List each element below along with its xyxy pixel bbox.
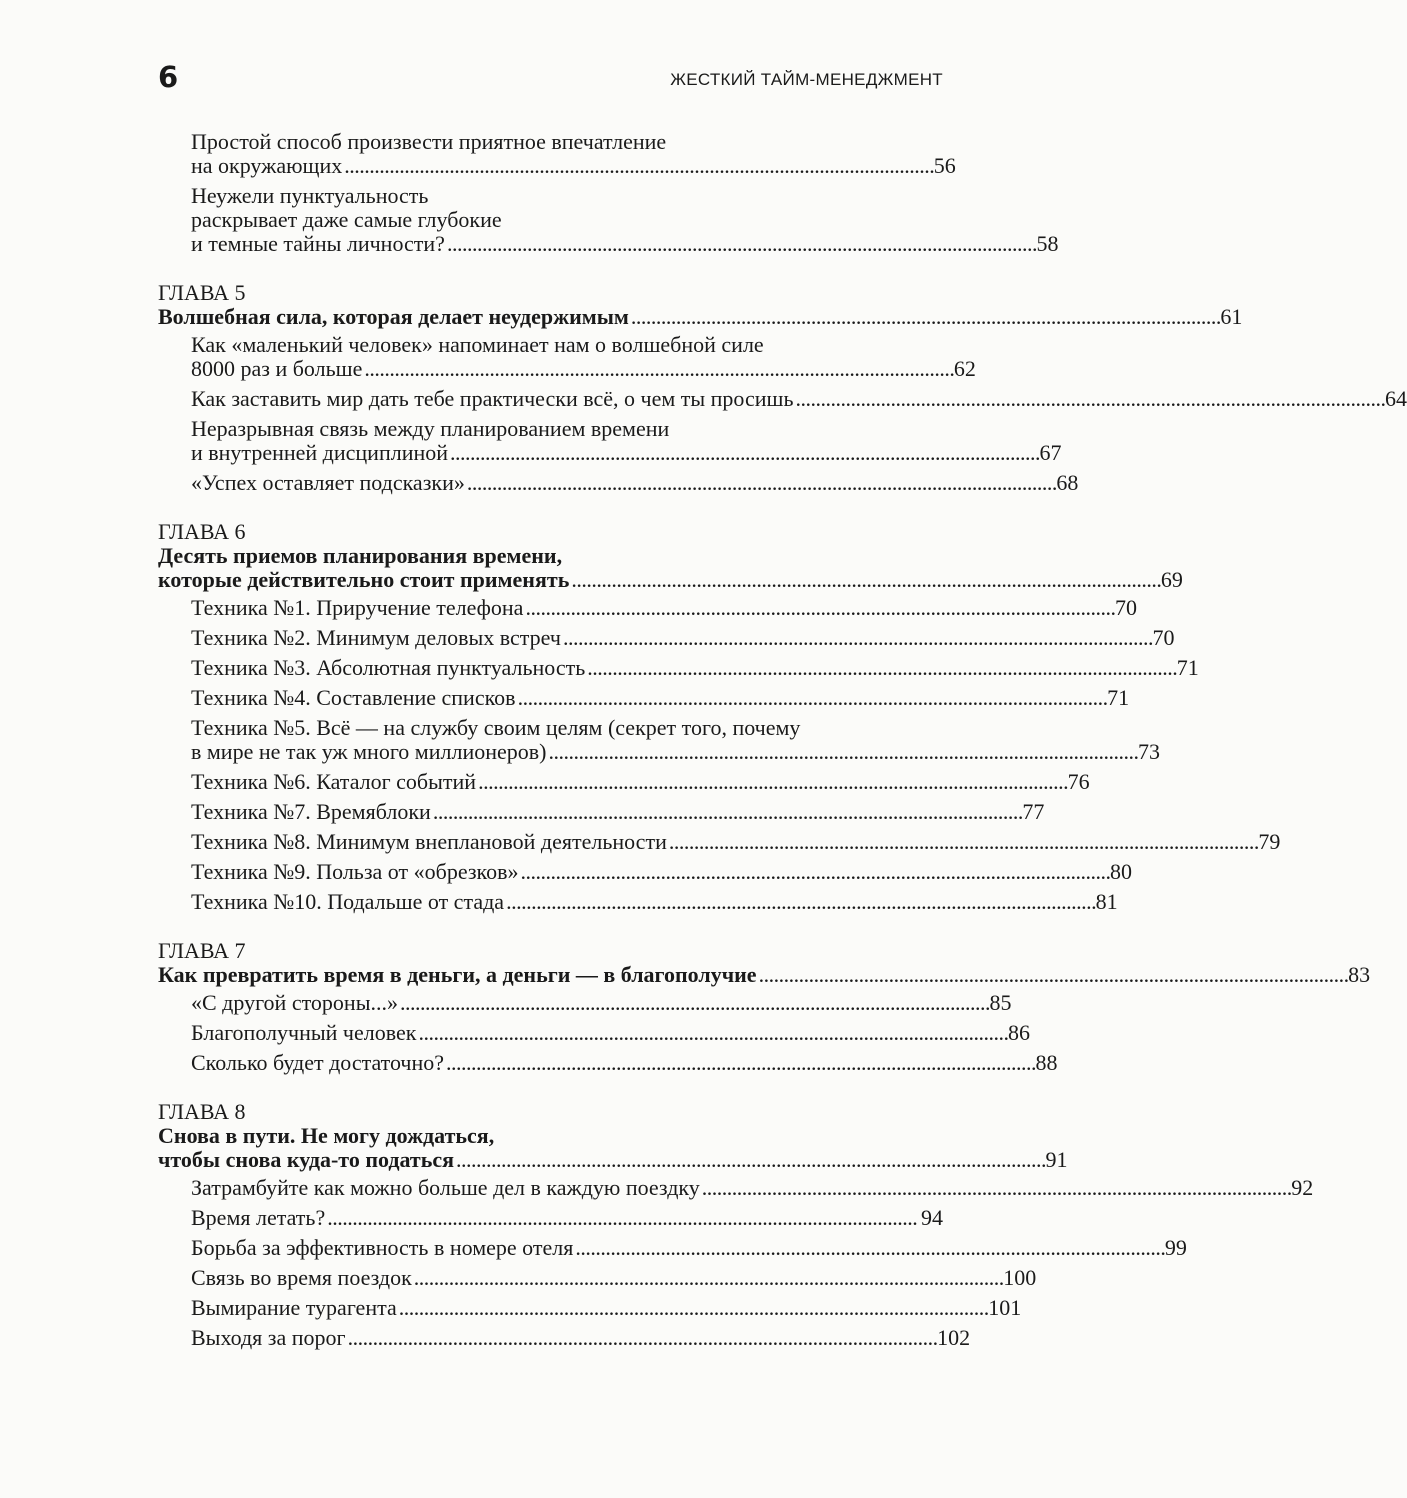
toc-entry-line: Как превратить время в деньги, а деньги — в благополучие (158, 962, 757, 987)
toc-section-entry (191, 1020, 1030, 1045)
dot-leader (412, 1266, 1004, 1290)
toc-section-entry (191, 990, 1012, 1015)
chapter-number: ГЛАВА 5 (158, 280, 246, 305)
toc-page-number: 61 (1220, 304, 1243, 329)
toc-section-entry (191, 416, 1062, 465)
dot-leader (397, 1296, 989, 1320)
toc-page-number: 99 (1164, 1235, 1187, 1260)
toc-entry-line: Техника №1. Приручение телефона (191, 595, 524, 620)
toc-page-number: 101 (988, 1295, 1022, 1320)
toc-section-entry (191, 1295, 1022, 1320)
toc-page-number: 77 (1022, 799, 1045, 824)
toc-entry-line: Техника №10. Подальше от стада (191, 889, 505, 914)
toc-section-entry (191, 889, 1118, 914)
dot-leader (346, 1326, 938, 1350)
toc-entry-line: Волшебная сила, которая делает неудержимым (158, 304, 629, 329)
toc-page-number: 71 (1176, 655, 1199, 680)
dot-leader (465, 471, 1057, 495)
toc-page-number: 80 (1110, 859, 1132, 884)
dot-leader (519, 860, 1111, 884)
toc-section-entry (191, 655, 1199, 680)
toc-entry-line: 8000 раз и больше (191, 356, 363, 381)
dot-leader (444, 1051, 1036, 1075)
toc-entry-line: «С другой стороны...» (191, 990, 398, 1015)
dot-leader (325, 1206, 921, 1230)
toc-page-number: 76 (1067, 769, 1090, 794)
toc-entry-line: Техника №5. Всё — на службу своим целям (секрет того, почему (191, 715, 801, 740)
toc-page-number: 56 (933, 153, 956, 178)
toc-entry-line: Время летать? (191, 1205, 326, 1230)
toc-entry-line: Простой способ произвести приятное впечатление (191, 129, 667, 154)
toc-section-entry (191, 470, 1079, 495)
dot-leader (573, 1236, 1165, 1260)
dot-leader (561, 626, 1153, 650)
toc-section-entry (191, 859, 1132, 884)
dot-leader (629, 305, 1221, 329)
dot-leader (504, 890, 1096, 914)
toc-entry-line: Неразрывная связь между планированием времени (191, 416, 670, 441)
toc-entry-line: Как «маленький человек» напоминает нам о волшебной силе (191, 332, 764, 357)
toc-entry-line: Снова в пути. Не могу дождаться, (158, 1123, 495, 1148)
toc-section-entry (191, 1206, 943, 1230)
toc-page-number: 102 (937, 1325, 971, 1350)
toc-page-number: 70 (1114, 595, 1137, 620)
toc-section-entry (191, 1265, 1037, 1290)
toc-entry-line: Благополучный человек (191, 1020, 417, 1045)
toc-entry-line: Связь во время поездок (191, 1265, 412, 1290)
dot-leader (342, 154, 934, 178)
toc-section-entry (191, 1325, 971, 1350)
dot-leader (516, 686, 1108, 710)
toc-page-number: 79 (1258, 829, 1281, 854)
dot-leader (569, 568, 1161, 592)
toc-page-number: 85 (989, 990, 1012, 1015)
dot-leader (445, 232, 1037, 256)
toc-section-entry (191, 183, 1059, 256)
dot-leader (476, 770, 1068, 794)
toc-chapter-title (158, 304, 1243, 329)
dot-leader (794, 387, 1386, 411)
dot-leader (546, 740, 1138, 764)
toc-entry-line: Техника №4. Составление списков (191, 685, 516, 710)
toc-entry-line: чтобы снова куда-то податься (158, 1147, 455, 1172)
toc-page-number: 86 (1007, 1020, 1030, 1045)
dot-leader (431, 800, 1023, 824)
toc-entry-line: Вымирание турагента (191, 1295, 397, 1320)
dot-leader (448, 441, 1040, 465)
toc-page-number: 100 (1003, 1265, 1037, 1290)
toc-page-number: 64 (1385, 386, 1407, 411)
toc-entry-line: Техника №9. Польза от «обрезков» (191, 859, 519, 884)
toc-entry-line: Техника №3. Абсолютная пунктуальность (191, 655, 586, 680)
toc-page-number: 88 (1035, 1050, 1058, 1075)
toc-entry-line: Техника №7. Времяблоки (191, 799, 431, 824)
toc-section-entry (191, 332, 976, 381)
toc-entry-line: и темные тайны личности? (191, 231, 445, 256)
toc-section-entry (191, 799, 1045, 824)
dot-leader (667, 830, 1259, 854)
toc-page-number: 83 (1348, 962, 1371, 987)
toc-section-entry (191, 1235, 1187, 1260)
toc-section-entry (191, 595, 1137, 620)
toc-page-number: 92 (1291, 1175, 1314, 1200)
toc-entry-line: раскрывает даже самые глубокие (191, 207, 502, 232)
toc-section-entry (191, 829, 1281, 854)
toc-section-entry (191, 625, 1175, 650)
toc-page-number: 73 (1137, 739, 1160, 764)
toc-entry-line: Десять приемов планирования времени, (158, 543, 563, 568)
toc-entry-line: Техника №2. Минимум деловых встреч (191, 625, 561, 650)
toc-entry-line: и внутренней дисциплиной (191, 440, 449, 465)
toc-entry-line: Техника №8. Минимум внеплановой деятельности (191, 829, 667, 854)
toc-chapter-title (158, 543, 1183, 592)
toc-section-entry (191, 1175, 1314, 1200)
toc-page-number: 69 (1160, 567, 1183, 592)
chapter-number: ГЛАВА 6 (158, 519, 246, 544)
toc-page-number: 91 (1045, 1147, 1068, 1172)
dot-leader (416, 1021, 1008, 1045)
running-head: ЖЕСТКИЙ ТАЙМ-МЕНЕДЖМЕНТ (670, 70, 943, 89)
dot-leader (398, 991, 990, 1015)
toc-page-number: 71 (1107, 685, 1130, 710)
toc-entry-line: которые действительно стоит применять (158, 567, 570, 592)
toc-entry-line: на окружающих (191, 153, 343, 178)
toc-entry-line: Борьба за эффективность в номере отеля (191, 1235, 574, 1260)
toc-page-number: 81 (1095, 889, 1118, 914)
toc-section-entry (191, 685, 1130, 710)
toc-section-entry (191, 769, 1090, 794)
chapter-number: ГЛАВА 8 (158, 1099, 246, 1124)
page-number: 6 (158, 60, 179, 94)
toc-page-number: 70 (1152, 625, 1175, 650)
dot-leader (757, 963, 1349, 987)
toc-entry-line: Затрамбуйте как можно больше дел в каждую поездку (191, 1175, 700, 1200)
toc-entry-line: Неужели пунктуальность (191, 183, 429, 208)
toc-page-number: 67 (1039, 440, 1062, 465)
toc-section-entry (191, 129, 956, 178)
dot-leader (362, 357, 954, 381)
toc-page-number: 68 (1056, 470, 1079, 495)
toc-entry-line: Техника №6. Каталог событий (191, 769, 477, 794)
toc-page-number: 62 (953, 356, 976, 381)
dot-leader (585, 656, 1177, 680)
toc-page-number: 94 (921, 1205, 943, 1230)
toc-section-entry (191, 715, 1160, 764)
toc-entry-line: «Успех оставляет подсказки» (191, 470, 465, 495)
toc-section-entry (191, 386, 1407, 411)
dot-leader (454, 1148, 1046, 1172)
toc-page-number: 58 (1036, 231, 1059, 256)
toc-chapter-title (158, 962, 1371, 987)
toc-entry-line: Выходя за порог (191, 1325, 346, 1350)
toc-entry-line: Сколько будет достаточно? (191, 1050, 445, 1075)
toc-section-entry (191, 1050, 1058, 1075)
dot-leader (523, 596, 1115, 620)
chapter-number: ГЛАВА 7 (158, 938, 246, 963)
table-of-contents (0, 129, 1407, 1356)
toc-entry-line: в мире не так уж много миллионеров) (191, 739, 547, 764)
toc-chapter-title (158, 1123, 1068, 1172)
dot-leader (700, 1176, 1292, 1200)
toc-entry-line: Как заставить мир дать тебе практически всё, о чем ты просишь (191, 386, 794, 411)
